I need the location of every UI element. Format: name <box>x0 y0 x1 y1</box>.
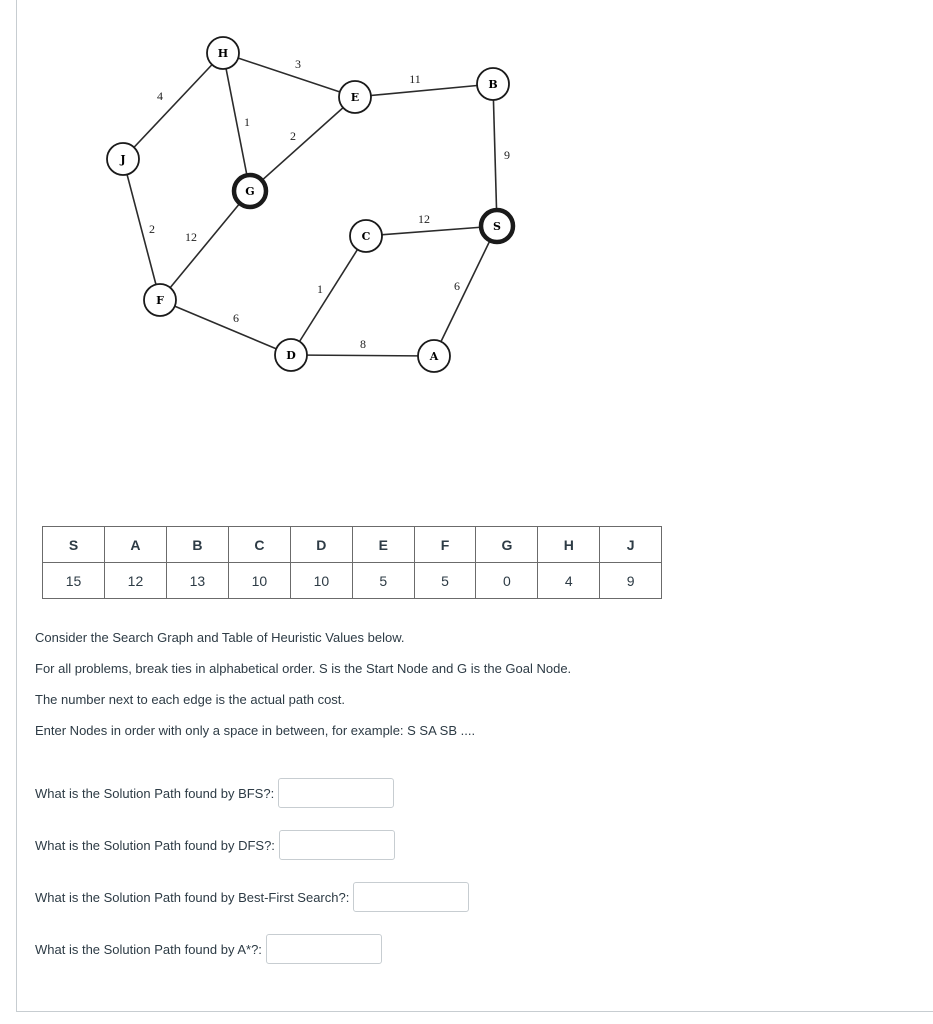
edge-cost-h-g: 1 <box>244 114 250 129</box>
instruction-line-3: The number next to each edge is the actual path cost. <box>35 692 346 707</box>
best-first-answer-input[interactable] <box>353 882 469 912</box>
question-astar-label: What is the Solution Path found by A*?: <box>35 941 262 957</box>
edge-c-s <box>366 226 497 236</box>
heuristic-value-d: 10 <box>290 563 352 599</box>
question-best-first <box>35 882 469 912</box>
edge-cost-j-f: 2 <box>149 221 155 236</box>
node-j-label: J <box>120 153 126 166</box>
heuristic-node-b: B <box>166 527 228 563</box>
node-g <box>234 175 266 207</box>
edge-cost-h-e: 3 <box>295 56 301 71</box>
edge-a-s <box>434 226 497 356</box>
node-e-label: E <box>350 91 360 104</box>
edge-cost-f-d: 6 <box>233 310 239 325</box>
astar-answer-input[interactable] <box>266 934 382 964</box>
node-d-label: D <box>286 349 296 362</box>
edge-h-e <box>223 53 355 97</box>
heuristic-value-b: 13 <box>166 563 228 599</box>
node-h <box>207 37 239 69</box>
instruction-line-1: Consider the Search Graph and Table of Heuristic Values below. <box>35 630 405 645</box>
node-a-label: A <box>429 350 439 363</box>
node-c-label: C <box>361 230 371 243</box>
edge-cost-b-s: 9 <box>504 147 510 162</box>
heuristic-node-g: G <box>476 527 538 563</box>
edge-e-b <box>355 84 493 97</box>
heuristic-value-h: 4 <box>538 563 600 599</box>
node-s <box>481 210 513 242</box>
edge-b-s <box>493 84 497 226</box>
heuristic-value-row <box>43 563 662 599</box>
edge-cost-a-s: 6 <box>454 278 460 293</box>
node-a <box>418 340 450 372</box>
node-e <box>339 81 371 113</box>
heuristic-value-s: 15 <box>43 563 105 599</box>
edge-d-a <box>291 355 434 356</box>
question-bfs <box>35 778 394 808</box>
edge-d-c <box>291 236 366 355</box>
search-graph <box>0 0 933 400</box>
heuristic-node-c: C <box>228 527 290 563</box>
node-f-label: F <box>156 294 164 307</box>
edge-f-d <box>160 300 291 355</box>
instruction-line-4: Enter Nodes in order with only a space in between, for example: S SA SB .... <box>35 723 476 738</box>
edge-cost-g-e: 2 <box>290 128 296 143</box>
heuristic-node-d: D <box>290 527 352 563</box>
question-dfs-label: What is the Solution Path found by DFS?: <box>35 837 275 853</box>
question-astar <box>35 934 382 964</box>
heuristic-node-s: S <box>43 527 105 563</box>
heuristic-value-c: 10 <box>228 563 290 599</box>
question-bfs-label: What is the Solution Path found by BFS?: <box>35 785 275 801</box>
heuristic-header-row <box>43 527 662 563</box>
edge-cost-d-c: 1 <box>317 281 323 296</box>
node-b-label: B <box>488 78 498 91</box>
heuristic-value-f: 5 <box>414 563 476 599</box>
graph-edge-labels <box>149 57 510 351</box>
heuristic-node-j: J <box>600 527 662 563</box>
node-g-label: G <box>245 185 255 198</box>
bfs-answer-input[interactable] <box>278 778 394 808</box>
edge-cost-j-h: 4 <box>157 88 163 103</box>
heuristic-value-g: 0 <box>476 563 538 599</box>
instructions <box>35 622 571 746</box>
instruction-line-2: For all problems, break ties in alphabetical order. S is the Start Node and G is the Goal Node. <box>35 661 572 676</box>
heuristic-value-j: 9 <box>600 563 662 599</box>
heuristic-node-a: A <box>104 527 166 563</box>
edge-cost-f-g: 12 <box>185 229 197 244</box>
dfs-answer-input[interactable] <box>279 830 395 860</box>
node-j <box>107 143 139 175</box>
node-f <box>144 284 176 316</box>
heuristic-node-f: F <box>414 527 476 563</box>
node-d <box>275 339 307 371</box>
edge-cost-c-s: 12 <box>418 211 430 226</box>
question-best-first-label: What is the Solution Path found by Best-First Search?: <box>35 889 350 905</box>
edge-f-g <box>160 191 250 300</box>
question-dfs <box>35 830 395 860</box>
edge-g-e <box>250 97 355 191</box>
edge-cost-e-b: 11 <box>409 71 421 86</box>
edge-cost-d-a: 8 <box>360 336 366 351</box>
graph-edges <box>123 53 497 356</box>
heuristic-node-e: E <box>352 527 414 563</box>
heuristic-table <box>42 526 662 599</box>
node-s-label: S <box>493 220 501 233</box>
node-h-label: H <box>217 47 229 60</box>
heuristic-value-e: 5 <box>352 563 414 599</box>
heuristic-value-a: 12 <box>104 563 166 599</box>
node-c <box>350 220 382 252</box>
heuristic-node-h: H <box>538 527 600 563</box>
edge-j-h <box>123 53 223 159</box>
node-b <box>477 68 509 100</box>
